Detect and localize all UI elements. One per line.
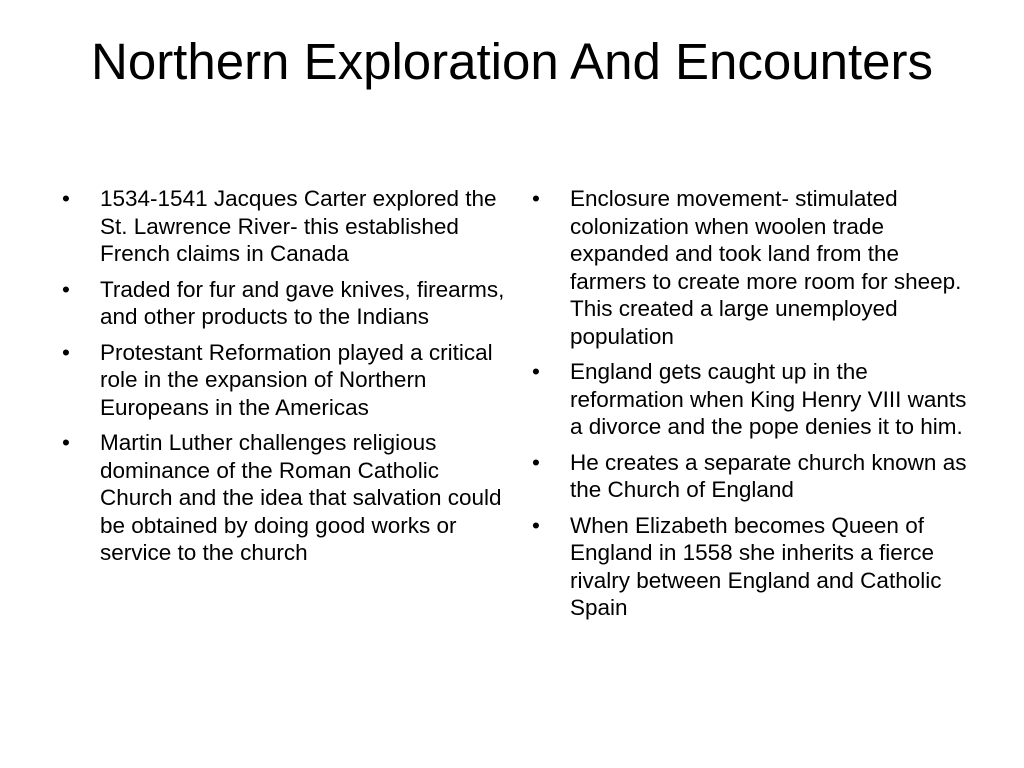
bullet-icon: •: [532, 449, 540, 475]
left-bullet-list: [60, 185, 511, 575]
bullet-icon: •: [62, 339, 70, 365]
list-item: [530, 449, 980, 504]
list-item: [530, 358, 980, 441]
bullet-icon: •: [62, 276, 70, 302]
right-bullet-list: [530, 185, 980, 630]
bullet-text: He creates a separate church known as the Church of England: [570, 449, 973, 502]
list-item: [530, 512, 980, 622]
list-item: [530, 185, 980, 350]
list-item: [60, 276, 511, 331]
bullet-text: 1534-1541 Jacques Carter explored the St. Lawrence River- this established French claims in Canada: [100, 186, 503, 266]
slide-title: Northern Exploration And Encounters: [91, 33, 933, 90]
list-item: [60, 429, 508, 567]
bullet-icon: •: [62, 430, 70, 455]
bullet-text: Protestant Reformation played a critical role in the expansion of Northern Europeans in the Americas: [100, 339, 499, 420]
list-item: [60, 185, 505, 268]
bullet-text: England gets caught up in the reformation when King Henry VIII wants a divorce and the pope denies it to him.: [570, 359, 973, 439]
bullet-text: Martin Luther challenges religious dominance of the Roman Catholic Church and the idea that salvation could be obtained by doing good works or service to the church: [100, 430, 508, 565]
bullet-text: Traded for fur and gave knives, firearms, and other products to the Indians: [100, 276, 511, 329]
bullet-text: When Elizabeth becomes Queen of England in 1558 she inherits a fierce rivalry between England and Catholic Spain: [570, 512, 948, 620]
bullet-text: Enclosure movement- stimulated colonization when woolen trade expanded and took land from the farmers to create more room for sheep. This created a large unemployed population: [570, 186, 974, 349]
bullet-icon: •: [532, 512, 540, 538]
bullet-icon: •: [532, 186, 540, 211]
list-item: [60, 339, 505, 422]
bullet-icon: •: [532, 359, 540, 384]
bullet-icon: •: [62, 186, 70, 211]
